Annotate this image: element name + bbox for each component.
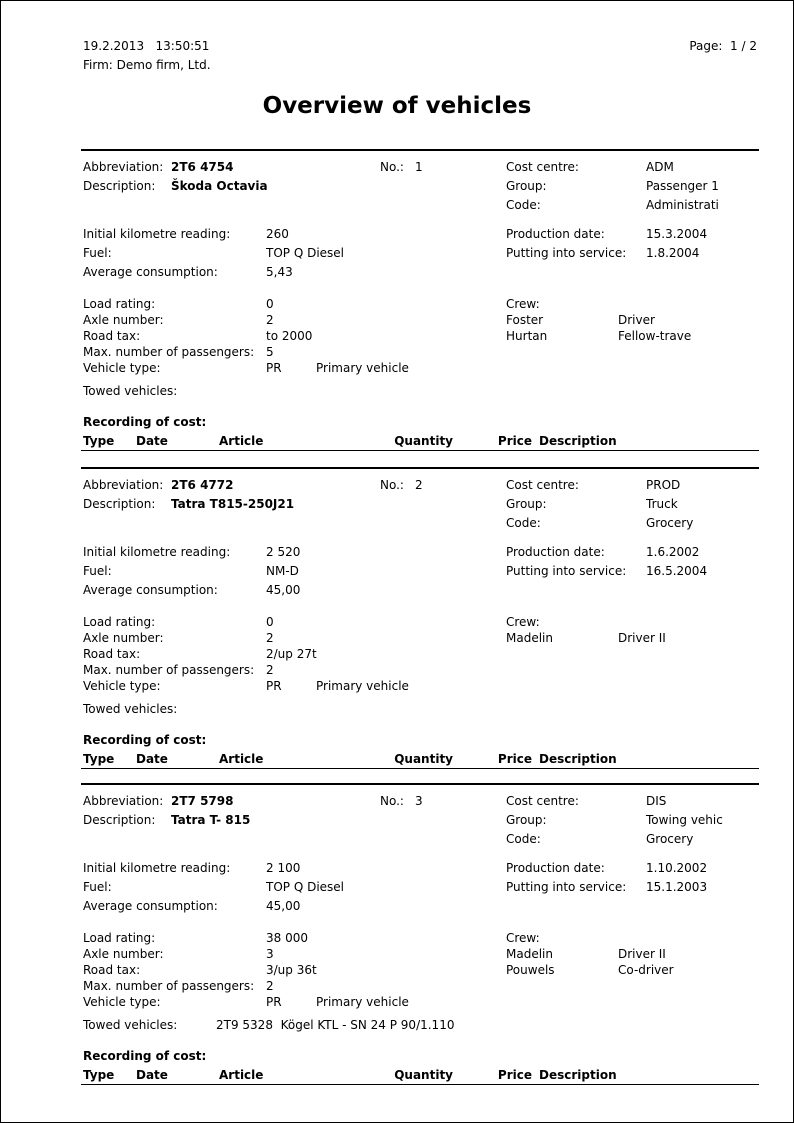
row-abbreviation (81, 477, 759, 496)
col-price: Price (497, 752, 532, 766)
row-description (81, 496, 759, 515)
vehicle-type-code: PR (266, 995, 282, 1009)
row-fuel (81, 245, 759, 264)
putting-into-service-value: 16.5.2004 (646, 564, 708, 578)
max-passengers-label: Max. number of passengers: (83, 345, 255, 359)
cost-table-header (81, 433, 759, 450)
table-header-rule (81, 1084, 759, 1085)
crew-member-name: Pouwels (506, 963, 555, 977)
cost-centre-label: Cost centre: (506, 160, 579, 174)
putting-into-service-label: Putting into service: (506, 880, 627, 894)
production-date-label: Production date: (506, 861, 605, 875)
cost-centre-value: ADM (646, 160, 674, 174)
row-initial-km (81, 860, 759, 879)
axle-number-value: 2 (266, 313, 274, 327)
row-towed-vehicles (81, 1017, 759, 1036)
road-tax-label: Road tax: (83, 329, 141, 343)
production-date-value: 1.10.2002 (646, 861, 708, 875)
crew-label: Crew: (506, 297, 540, 311)
row-code (81, 515, 759, 534)
initial-km-value: 2 520 (266, 545, 301, 559)
row-description (81, 812, 759, 831)
no-label: No.: (380, 478, 404, 492)
fuel-value: NM-D (266, 564, 299, 578)
section-divider (81, 149, 759, 151)
col-description: Description (539, 1068, 617, 1082)
col-quantity: Quantity (394, 752, 453, 766)
col-article: Article (219, 434, 264, 448)
group-value: Truck (646, 497, 678, 511)
fuel-label: Fuel: (83, 880, 112, 894)
vehicle-type-label: Vehicle type: (83, 361, 161, 375)
road-tax-value: to 2000 (266, 329, 313, 343)
recording-of-cost-heading: Recording of cost: (83, 733, 207, 747)
abbreviation-value: 2T7 5798 (171, 794, 234, 808)
load-rating-label: Load rating: (83, 931, 156, 945)
group-label: Group: (506, 813, 547, 827)
cost-centre-value: DIS (646, 794, 667, 808)
no-value: 2 (415, 478, 423, 492)
cost-centre-value: PROD (646, 478, 681, 492)
crew-member-role: Driver (618, 313, 655, 327)
row-initial-km (81, 226, 759, 245)
row-abbreviation (81, 793, 759, 812)
putting-into-service-label: Putting into service: (506, 246, 627, 260)
load-rating-value: 0 (266, 615, 274, 629)
max-passengers-label: Max. number of passengers: (83, 979, 255, 993)
row-fuel (81, 879, 759, 898)
vehicle-type-label: Vehicle type: (83, 995, 161, 1009)
table-header-rule (81, 768, 759, 769)
towed-vehicles-label: Towed vehicles: (83, 702, 178, 716)
row-axle-number (81, 946, 759, 962)
road-tax-label: Road tax: (83, 963, 141, 977)
description-value: Tatra T815-250J21 (171, 497, 295, 511)
vehicle-type-code: PR (266, 361, 282, 375)
page-number: Page: 1 / 2 (689, 39, 757, 53)
avg-consumption-value: 5,43 (266, 265, 293, 279)
axle-number-value: 3 (266, 947, 274, 961)
vehicle-type-name: Primary vehicle (316, 679, 409, 693)
avg-consumption-label: Average consumption: (83, 899, 218, 913)
towed-vehicles-value: 2T9 5328 Kögel KTL - SN 24 P 90/1.110 (216, 1018, 455, 1032)
description-label: Description: (83, 497, 156, 511)
max-passengers-value: 5 (266, 345, 274, 359)
no-label: No.: (380, 794, 404, 808)
initial-km-label: Initial kilometre reading: (83, 227, 231, 241)
description-label: Description: (83, 179, 156, 193)
row-initial-km (81, 544, 759, 563)
col-date: Date (136, 752, 168, 766)
avg-consumption-value: 45,00 (266, 583, 301, 597)
col-description: Description (539, 434, 617, 448)
no-label: No.: (380, 160, 404, 174)
row-load-rating (81, 614, 759, 630)
row-code (81, 197, 759, 216)
col-price: Price (497, 434, 532, 448)
crew-label: Crew: (506, 615, 540, 629)
recording-of-cost-heading: Recording of cost: (83, 1049, 207, 1063)
max-passengers-label: Max. number of passengers: (83, 663, 255, 677)
production-date-label: Production date: (506, 545, 605, 559)
row-abbreviation (81, 159, 759, 178)
no-value: 1 (415, 160, 423, 174)
avg-consumption-value: 45,00 (266, 899, 301, 913)
initial-km-label: Initial kilometre reading: (83, 861, 231, 875)
vehicle-type-label: Vehicle type: (83, 679, 161, 693)
row-road-tax (81, 328, 759, 344)
abbreviation-label: Abbreviation: (83, 794, 164, 808)
crew-member-role: Driver II (618, 947, 666, 961)
col-article: Article (219, 1068, 264, 1082)
code-value: Administrati (646, 198, 719, 212)
group-value: Passenger 1 (646, 179, 719, 193)
vehicle-block-1 (81, 149, 759, 451)
report-firm: Firm: Demo firm, Ltd. (83, 58, 211, 72)
code-label: Code: (506, 832, 541, 846)
description-value: Tatra T- 815 (171, 813, 251, 827)
group-label: Group: (506, 179, 547, 193)
putting-into-service-label: Putting into service: (506, 564, 627, 578)
row-max-passengers (81, 662, 759, 678)
vehicle-type-code: PR (266, 679, 282, 693)
row-avg-consumption (81, 582, 759, 601)
crew-label: Crew: (506, 931, 540, 945)
production-date-value: 15.3.2004 (646, 227, 708, 241)
col-type: Type (83, 434, 115, 448)
axle-number-value: 2 (266, 631, 274, 645)
abbreviation-value: 2T6 4754 (171, 160, 234, 174)
production-date-label: Production date: (506, 227, 605, 241)
axle-number-label: Axle number: (83, 313, 164, 327)
load-rating-label: Load rating: (83, 615, 156, 629)
vehicle-type-name: Primary vehicle (316, 361, 409, 375)
recording-of-cost-heading: Recording of cost: (83, 415, 207, 429)
group-label: Group: (506, 497, 547, 511)
table-header-rule (81, 450, 759, 451)
crew-member-role: Fellow-trave (618, 329, 692, 343)
row-road-tax (81, 646, 759, 662)
col-quantity: Quantity (394, 1068, 453, 1082)
fuel-label: Fuel: (83, 246, 112, 260)
vehicle-type-name: Primary vehicle (316, 995, 409, 1009)
road-tax-value: 2/up 27t (266, 647, 317, 661)
abbreviation-label: Abbreviation: (83, 160, 164, 174)
code-value: Grocery (646, 832, 694, 846)
row-towed-vehicles (81, 701, 759, 720)
description-value: Škoda Octavia (171, 179, 268, 193)
row-avg-consumption (81, 898, 759, 917)
axle-number-label: Axle number: (83, 631, 164, 645)
production-date-value: 1.6.2002 (646, 545, 700, 559)
row-max-passengers (81, 344, 759, 360)
crew-member-name: Madelin (506, 947, 553, 961)
max-passengers-value: 2 (266, 979, 274, 993)
section-divider (81, 467, 759, 469)
axle-number-label: Axle number: (83, 947, 164, 961)
code-label: Code: (506, 198, 541, 212)
crew-member-name: Foster (506, 313, 544, 327)
col-description: Description (539, 752, 617, 766)
row-code (81, 831, 759, 850)
max-passengers-value: 2 (266, 663, 274, 677)
section-divider (81, 783, 759, 785)
initial-km-value: 2 100 (266, 861, 301, 875)
abbreviation-label: Abbreviation: (83, 478, 164, 492)
abbreviation-value: 2T6 4772 (171, 478, 234, 492)
row-towed-vehicles (81, 383, 759, 402)
crew-member-name: Madelin (506, 631, 553, 645)
col-article: Article (219, 752, 264, 766)
row-avg-consumption (81, 264, 759, 283)
vehicle-block-3 (81, 783, 759, 1085)
row-axle-number (81, 312, 759, 328)
no-value: 3 (415, 794, 423, 808)
towed-vehicles-label: Towed vehicles: (83, 1018, 178, 1032)
row-vehicle-type (81, 994, 759, 1010)
crew-member-name: Hurtan (506, 329, 548, 343)
crew-member-role: Driver II (618, 631, 666, 645)
row-road-tax (81, 962, 759, 978)
cost-table-header (81, 1067, 759, 1084)
initial-km-label: Initial kilometre reading: (83, 545, 231, 559)
putting-into-service-value: 1.8.2004 (646, 246, 700, 260)
cost-centre-label: Cost centre: (506, 794, 579, 808)
description-label: Description: (83, 813, 156, 827)
col-type: Type (83, 752, 115, 766)
page-title: Overview of vehicles (262, 93, 532, 119)
towed-vehicles-label: Towed vehicles: (83, 384, 178, 398)
col-type: Type (83, 1068, 115, 1082)
report-datetime: 19.2.2013 13:50:51 (83, 39, 210, 53)
col-quantity: Quantity (394, 434, 453, 448)
cost-table-header (81, 751, 759, 768)
row-vehicle-type (81, 360, 759, 376)
putting-into-service-value: 15.1.2003 (646, 880, 708, 894)
avg-consumption-label: Average consumption: (83, 265, 218, 279)
col-date: Date (136, 434, 168, 448)
cost-centre-label: Cost centre: (506, 478, 579, 492)
vehicle-block-2 (81, 467, 759, 769)
row-load-rating (81, 296, 759, 312)
initial-km-value: 260 (266, 227, 289, 241)
col-date: Date (136, 1068, 168, 1082)
crew-member-role: Co-driver (618, 963, 674, 977)
load-rating-value: 38 000 (266, 931, 308, 945)
fuel-value: TOP Q Diesel (266, 880, 345, 894)
load-rating-value: 0 (266, 297, 274, 311)
row-description (81, 178, 759, 197)
row-vehicle-type (81, 678, 759, 694)
col-price: Price (497, 1068, 532, 1082)
row-axle-number (81, 630, 759, 646)
group-value: Towing vehic (646, 813, 723, 827)
row-max-passengers (81, 978, 759, 994)
load-rating-label: Load rating: (83, 297, 156, 311)
code-value: Grocery (646, 516, 694, 530)
code-label: Code: (506, 516, 541, 530)
fuel-value: TOP Q Diesel (266, 246, 345, 260)
row-fuel (81, 563, 759, 582)
avg-consumption-label: Average consumption: (83, 583, 218, 597)
row-load-rating (81, 930, 759, 946)
road-tax-label: Road tax: (83, 647, 141, 661)
road-tax-value: 3/up 36t (266, 963, 317, 977)
fuel-label: Fuel: (83, 564, 112, 578)
